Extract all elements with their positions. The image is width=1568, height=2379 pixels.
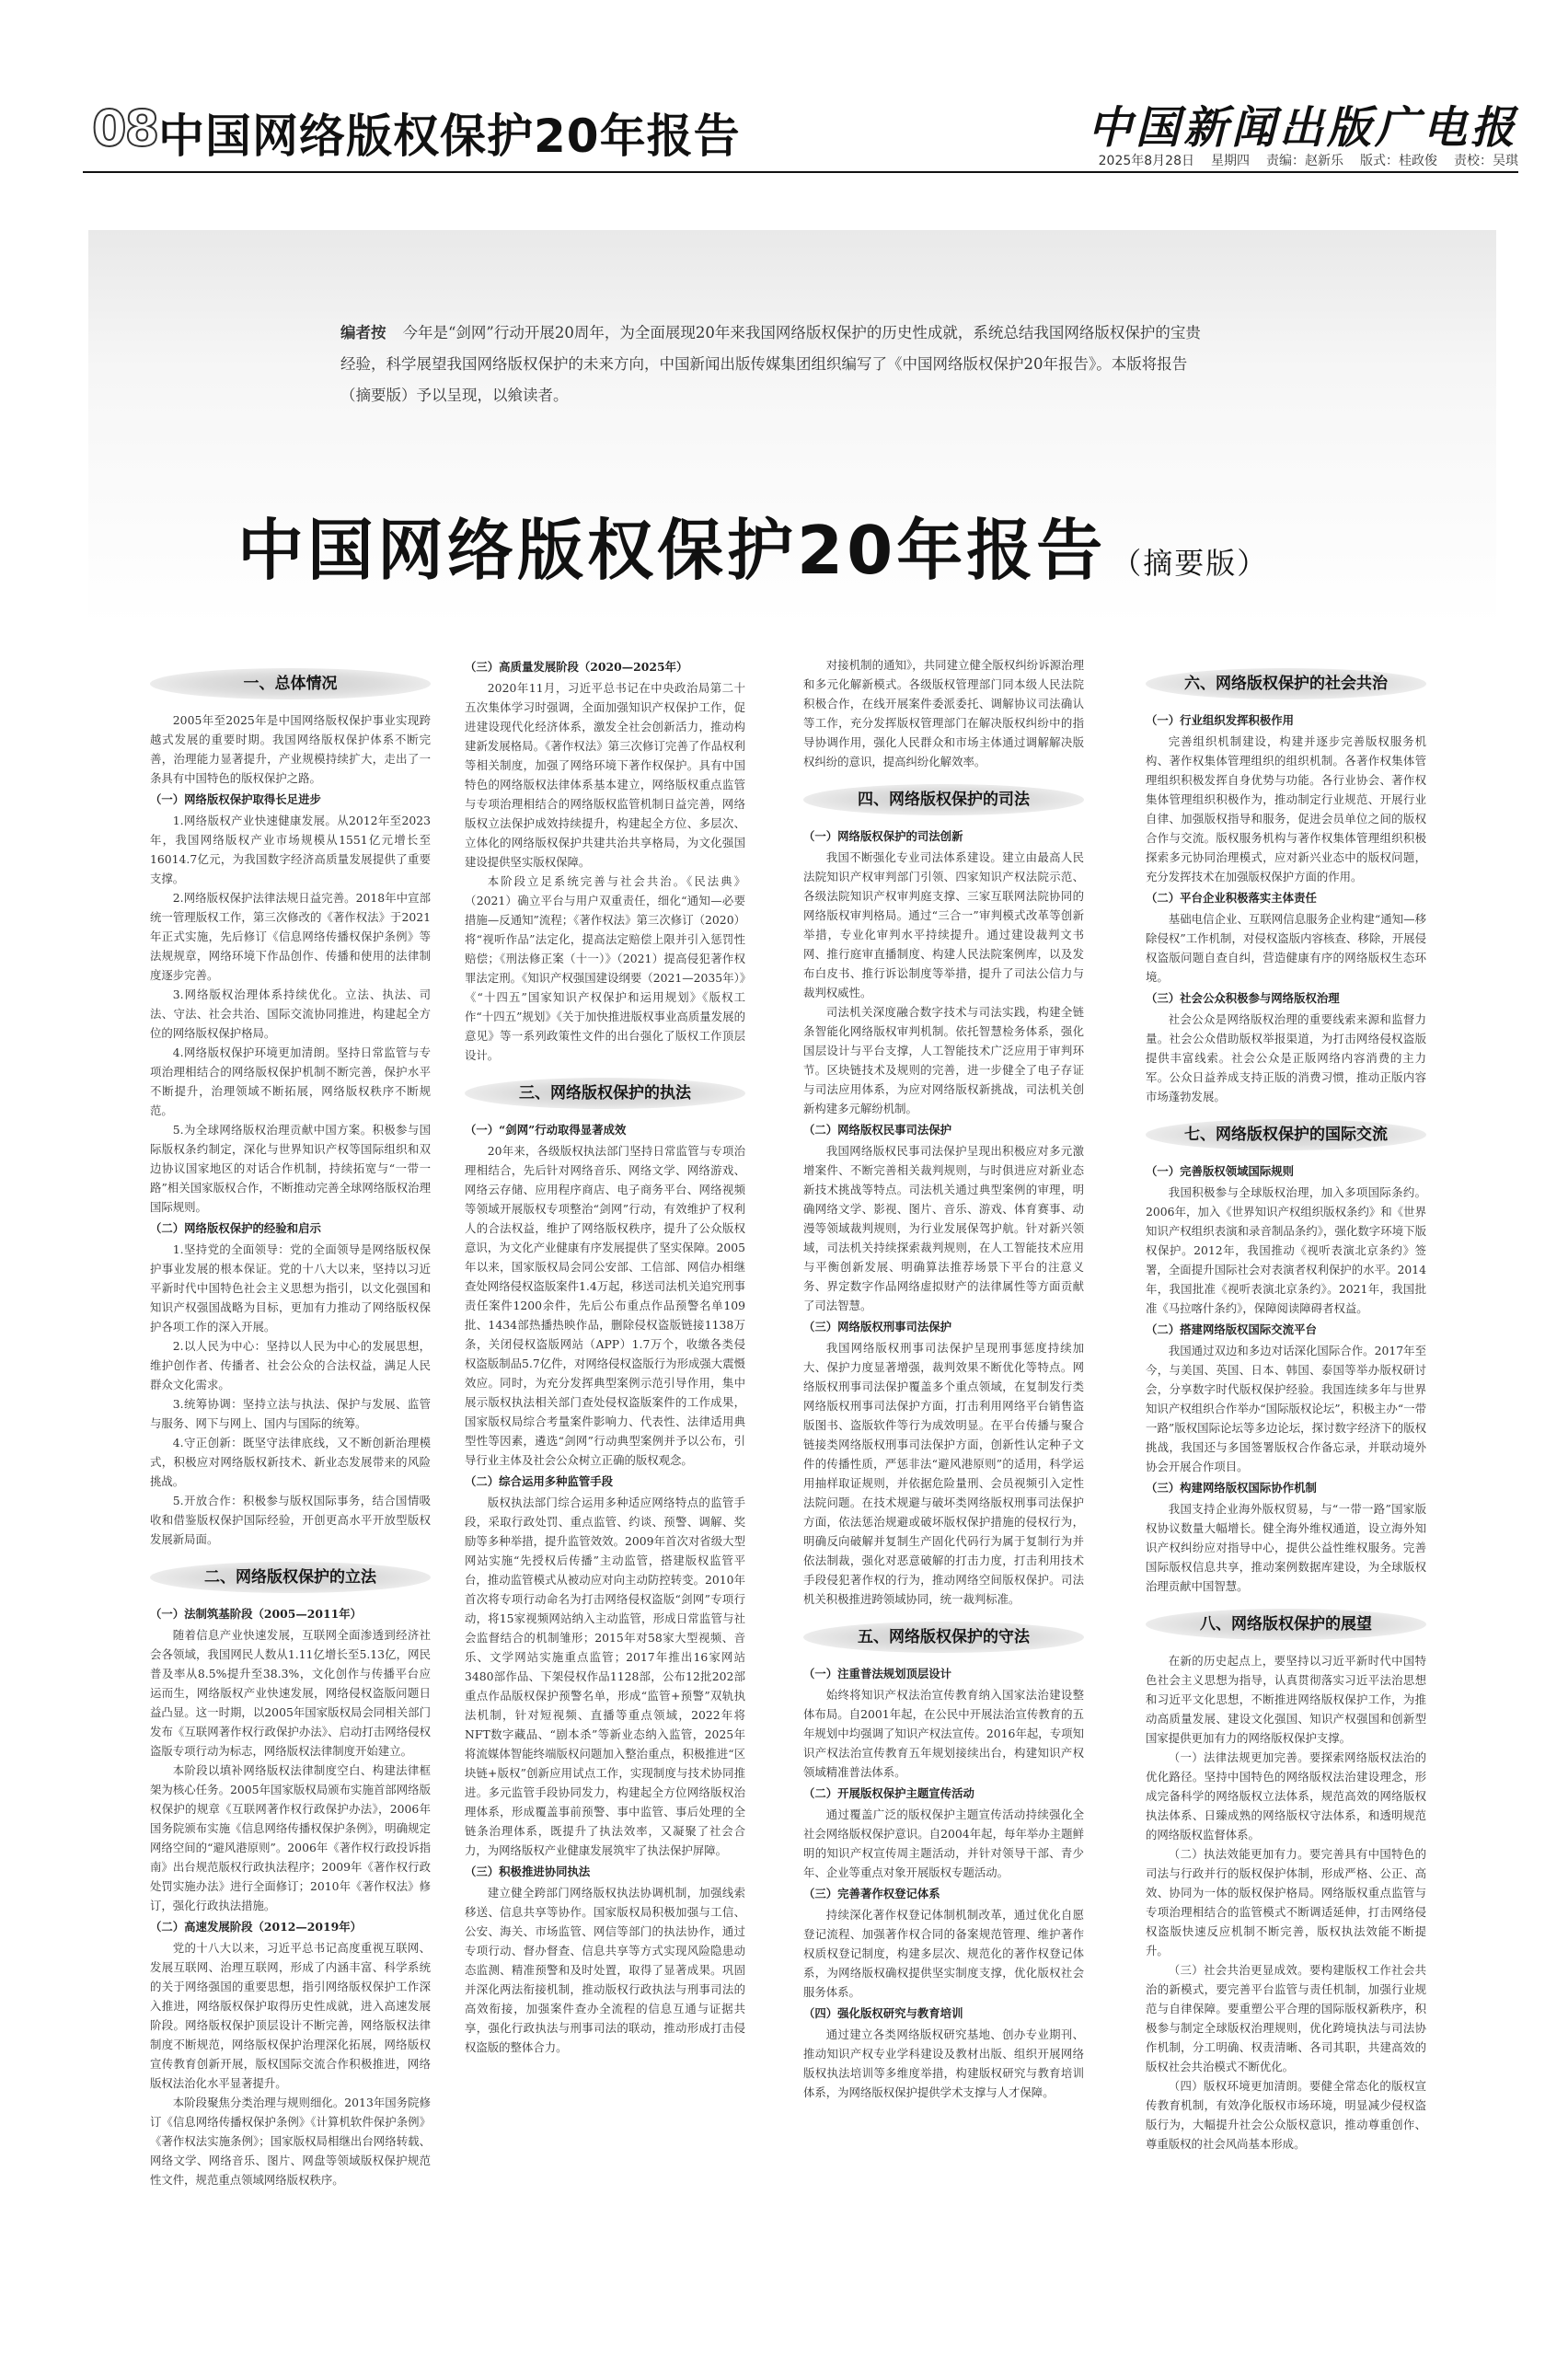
section-heading: 六、网络版权保护的社会共治	[1146, 668, 1426, 699]
paragraph: 我国网络版权民事司法保护呈现出积极应对多元激增案件、不断完善相关裁判规则，与时俱进应对新业态新技术挑战等特点。司法机关通过典型案例的审理，明确网络文学、影视、图片、音乐、游戏、体育赛事、动漫等领域裁判规则，为行业发展保驾护航。针对新兴领域，司法机关持续探索裁判规则，在人工智能技术应用与平衡创新发展、明确算法推荐场景下平台的注意义务、界定数字作品网络虚拟财产的法律属性等方面贡献了司法智慧。	[803, 1144, 1084, 1312]
paragraph: 随着信息产业快速发展，互联网全面渗透到经济社会各领域，我国网民人数从1.11亿增长至5.13亿，网民普及率从8.5%提升至38.3%，文化创作与传播平台应运而生，网络版权产业快速发展，网络侵权盗版问题日益凸显。这一时期，以2005年国家版权局会同相关部门发布《互联网著作权行政保护办法》、启动打击网络侵权盗版专项行动为标志，网络版权法律制度开始建立。	[150, 1628, 431, 1758]
editor-note-text: 今年是“剑网”行动开展20周年，为全面展现20年来我国网络版权保护的历史性成就，系统总结我国网络版权保护的宝贵经验，科学展望我国网络版权保护的未来方向，中国新闻出版传媒集团组织编写了《中国网络版权保护20年报告》。本版将报告（摘要版）予以呈现，以飨读者。	[340, 324, 1201, 404]
section-heading: 八、网络版权保护的展望	[1146, 1609, 1426, 1640]
article-column-4	[1146, 655, 1426, 2154]
subheading: （三）网络版权刑事司法保护	[803, 1320, 952, 1334]
paragraph: 我国通过双边和多边对话深化国际合作。2017年至今，与美国、英国、日本、韩国、泰国等举办版权研讨会，分享数字时代版权保护经验。我国连续多年与世界知识产权组织合作举办“国际版权论坛”，积极主办“一带一路”版权国际论坛等多边论坛，探讨数字经济下的版权挑战，我国还与多国签署版权合作备忘录，并联动境外协会开展合作项目。	[1146, 1344, 1426, 1473]
subheading: （三）高质量发展阶段（2020—2025年）	[465, 660, 688, 674]
subheading: （一）注重普法规划顶层设计	[803, 1667, 952, 1680]
paragraph: 我国积极参与全球版权治理，加入多项国际条约。2006年，加入《世界知识产权组织版权条约》和《世界知识产权组织表演和录音制品条约》，强化数字环境下版权保护。2012年，我国推动《视听表演北京条约》签署，全面提升国际社会对表演者权利保护的水平。2014年，我国批准《视听表演北京条约》。2021年，我国批准《马拉喀什条约》，保障阅读障碍者权益。	[1146, 1185, 1426, 1315]
designer-credit: 版式：桂政俊	[1360, 154, 1437, 168]
section-heading: 一、总体情况	[150, 668, 431, 699]
paragraph: 在新的历史起点上，要坚持以习近平新时代中国特色社会主义思想为指导，认真贯彻落实习近平法治思想和习近平文化思想，不断推进网络版权保护工作，为推动高质量发展、建设文化强国、知识产权强国和创新型国家提供更加有力的网络版权保护支撑。	[1146, 1654, 1426, 1745]
page-header-title: 中国网络版权保护20年报告	[158, 110, 741, 163]
subheading: （二）网络版权保护的经验和启示	[150, 1221, 321, 1235]
article-column-3	[803, 655, 1084, 2102]
paragraph: 本阶段聚焦分类治理与规则细化。2013年国务院修订《信息网络传播权保护条例》《计算机软件保护条例》《著作权法实施条例》；国家版权局相继出台网络转载、网络文学、网络音乐、图片、网盘等领域版权保护规范性文件，规范重点领域网络版权秩序。	[150, 2096, 431, 2187]
paragraph: 对接机制的通知》，共同建立健全版权纠纷诉源治理和多元化解新模式。各级版权管理部门同本级人民法院积极合作，在线开展案件委派委托、调解协议司法确认等工作，充分发挥版权管理部门在解决版权纠纷中的指导协调作用，强化人民群众和市场主体通过调解解决版权纠纷的意识，提高纠纷化解效率。	[803, 658, 1084, 768]
paragraph: 司法机关深度融合数字技术与司法实践，构建全链条智能化网络版权审判机制。依托智慧检务体系，强化国层设计与平台支撑，人工智能技术广泛应用于审判环节。区块链技术及规则的完善，进一步健全了电子存证与司法应用体系，为应对网络版权新挑战，司法机关创新构建多元解纷机制。	[803, 1005, 1084, 1115]
subheading: （二）开展版权保护主题宣传活动	[803, 1786, 974, 1800]
issue-meta	[1099, 151, 1518, 169]
paragraph: 版权执法部门综合运用多种适应网络特点的监管手段，采取行政处罚、重点监管、约谈、预警、调解、奖励等多种举措，提升监管效效。2009年首次对省级大型网站实施“先授权后传播”主动监管，搭建版权监管平台，推动监管模式从被动应对向主动防控转变。2010年首次将专项行动命名为打击网络侵权盗版“剑网”专项行动，将15家视频网站纳入主动监管，形成日常监管与社会监督结合的机制雏形；2015年对58家大型视频、音乐、文学网站实施重点监管；2017年推出16家网站3480部作品、下架侵权作品1128部，公布12批202部重点作品版权保护预警名单，形成“监管+预警”双轨执法机制，针对短视频、直播等重点领域，2022年将NFT数字藏品、“剧本杀”等新业态纳入监管，2025年将流媒体智能终端版权问题加入整治重点，积极推进“区块链+版权”创新应用试点工作，实现制度与技术协同推进。多元监管手段协同发力，构建起全方位网络版权治理体系，形成覆盖事前预警、事中监管、事后处理的全链条治理体系，既提升了执法效率，又凝聚了社会合力，为网络版权产业健康发展筑牢了执法保护屏障。	[465, 1496, 745, 1857]
main-title-subtitle: （摘要版）	[1112, 546, 1269, 581]
section-heading: 三、网络版权保护的执法	[465, 1078, 745, 1109]
editor-note-label: 编者按	[340, 324, 386, 341]
subheading: （三）社会公众积极参与网络版权治理	[1146, 991, 1340, 1005]
paragraph: 我国网络版权刑事司法保护呈现刑事惩度持续加大、保护力度显著增强，裁判效果不断优化等特点。网络版权刑事司法保护覆盖多个重点领域，在复制发行类网络版权刑事司法保护方面，打击利用网络平台销售盗版图书、盗版软件等行为成效明显。在平台传播与聚合链接类网络版权刑事司法保护方面，创新性认定种子文件的传播性质，严惩非法“避风港原则”的适用，科学运用抽样取证规则，并依据危险量刑、会员视频引入定性法院问题。在技术规避与破坏类网络版权刑事司法保护方面，依法惩治规避或破坏版权保护措施的侵权行为，明确反向破解并复制生产固化代码行为属于复制行为并依法制裁，强化对恶意破解的打击力度，打击利用技术手段侵犯著作权的行为，推动网络空间版权保护。司法机关积极推进跨领域协同，统一裁判标准。	[803, 1341, 1084, 1606]
paragraph: 4.守正创新：既坚守法律底线，又不断创新治理模式，积极应对网络版权新技术、新业态发展带来的风险挑战。	[150, 1436, 431, 1488]
paragraph: 2005年至2025年是中国网络版权保护事业实现跨越式发展的重要时期。我国网络版权保护体系不断完善，治理能力显著提升，产业规模持续扩大，走出了一条具有中国特色的版权保护之路。	[150, 713, 431, 785]
subheading: （二）搭建网络版权国际交流平台	[1146, 1322, 1317, 1336]
article-column-2	[465, 655, 745, 2057]
paragraph: 党的十八大以来，习近平总书记高度重视互联网、发展互联网、治理互联网，形成了内涵丰富、科学系统的关于网络强国的重要思想，指引网络版权保护工作深入推进，网络版权保护取得历史性成就，进入高速发展阶段。网络版权保护顶层设计不断完善，网络版权法律制度不断规范，网络版权保护治理深化拓展，网络版权宣传教育创新开展，版权国际交流合作积极推进，网络版权法治化水平显著提升。	[150, 1941, 431, 2090]
section-heading: 二、网络版权保护的立法	[150, 1562, 431, 1593]
subheading: （一）网络版权保护的司法创新	[803, 829, 963, 843]
page-number: 08	[92, 99, 158, 157]
paragraph: 持续深化著作权登记体制机制改革，通过优化自愿登记流程、加强著作权合同的备案规范管理、维护著作权质权登记制度，构建多层次、规范化的著作权登记体系，为网络版权确权提供坚实制度支撑，优化版权社会服务体系。	[803, 1908, 1084, 1999]
subheading: （二）综合运用多种监管手段	[465, 1474, 614, 1488]
paragraph: 通过覆盖广泛的版权保护主题宣传活动持续强化全社会网络版权保护意识。自2004年起，每年举办主题鲜明的知识产权宣传周主题活动，并针对领导干部、青少年、企业等重点对象开展版权专题活动。	[803, 1807, 1084, 1879]
main-title	[237, 497, 1268, 593]
section-heading: 七、网络版权保护的国际交流	[1146, 1119, 1426, 1150]
paragraph: 2020年11月，习近平总书记在中央政治局第二十五次集体学习时强调，全面加强知识产权保护工作，促进建设现代化经济体系，激发全社会创新活力，推动构建新发展格局。《著作权法》第三次修订完善了作品权利等相关制度，加强了网络环境下著作权保护。具有中国特色的网络版权法律体系基本建立，网络版权重点监管与专项治理相结合的网络版权监管机制日益完善，网络版权立法保护成效持续提升，构建起全方位、多层次、立体化的网络版权保护共建共治共享格局，为文化强国建设提供坚实版权保障。	[465, 681, 745, 869]
subheading: （一）行业组织发挥积极作用	[1146, 713, 1295, 727]
editor-credit: 责编：赵新乐	[1266, 154, 1343, 168]
newspaper-masthead: 中国新闻出版广电报	[1087, 102, 1518, 154]
page-header	[83, 92, 1518, 166]
paragraph: 5.为全球网络版权治理贡献中国方案。积极参与国际版权条约制定，深化与世界知识产权等国际组织和双边协议国家地区的对话合作机制，持续拓宽与“一带一路”相关国家版权合作，不断推动完善全球网络版权治理国际规则。	[150, 1123, 431, 1214]
paragraph: （一）法律法规更加完善。要探索网络版权法治的优化路径。坚持中国特色的网络版权法治建设理念，形成完备科学的网络版权立法体系，规范高效的网络版权执法体系、日臻成熟的网络版权守法体系，和透明规范的网络版权监督体系。	[1146, 1750, 1426, 1842]
paragraph: 通过建立各类网络版权研究基地、创办专业期刊、推动知识产权专业学科建设及教材出版、组织开展网络版权执法培训等多维度举措，构建版权研究与教育培训体系，为网络版权保护提供学术支撑与人才保障。	[803, 2027, 1084, 2099]
paragraph: 1.坚持党的全面领导：党的全面领导是网络版权保护事业发展的根本保证。党的十八大以来，坚持以习近平新时代中国特色社会主义思想为指引，以文化强国和知识产权强国战略为目标，更加有力推动了网络版权保护各项工作的深入开展。	[150, 1242, 431, 1334]
subheading: （四）强化版权研究与教育培训	[803, 2006, 963, 2020]
paragraph: （二）执法效能更加有力。要完善具有中国特色的司法与行政并行的版权保护体制，形成严格、公正、高效、协同为一体的版权保护格局。网络版权重点监管与专项治理相结合的监管模式不断调适延伸，打击网络侵权盗版快速反应机制不断完善，版权执法效能不断提升。	[1146, 1847, 1426, 1957]
paragraph: 本阶段以填补网络版权法律制度空白、构建法律框架为核心任务。2005年国家版权局颁布实施首部网络版权保护的规章《互联网著作权行政保护办法》，2006年国务院颁布实施《信息网络传播权保护条例》，明确规定网络空间的“避风港原则”。2006年《著作权行政投诉指南》出台规范版权行政执法程序；2009年《著作权行政处罚实施办法》进行全面修订；2010年《著作权法》修订，强化行政执法措施。	[150, 1763, 431, 1912]
subheading: （一）网络版权保护取得长足进步	[150, 792, 321, 806]
editor-note	[340, 318, 1215, 411]
subheading: （一）完善版权领域国际规则	[1146, 1164, 1295, 1178]
header-divider	[83, 171, 1518, 173]
proofreader-credit: 责校：吴琪	[1454, 154, 1518, 168]
paragraph: 3.统筹协调：坚持立法与执法、保护与发展、监管与服务、网下与网上、国内与国际的统筹。	[150, 1397, 431, 1430]
paragraph: 4.网络版权保护环境更加清朗。坚持日常监管与专项治理相结合的网络版权保护机制不断完善，保护水平不断提升，治理领域不断拓展，网络版权秩序不断规范。	[150, 1045, 431, 1117]
section-heading: 四、网络版权保护的司法	[803, 784, 1084, 815]
subheading: （三）积极推进协同执法	[465, 1865, 591, 1878]
paragraph: 始终将知识产权法治宣传教育纳入国家法治建设整体布局。自2001年起，在公民中开展法治宣传教育的五年规划中均强调了知识产权法宣传。2016年起，专项知识产权法治宣传教育五年规划接续出台，构建知识产权领域精准普法体系。	[803, 1688, 1084, 1779]
article-column-1	[150, 655, 431, 2189]
subheading: （二）高速发展阶段（2012—2019年）	[150, 1920, 363, 1934]
paragraph: 20年来，各级版权执法部门坚持日常监管与专项治理相结合，先后针对网络音乐、网络文学、网络游戏、网络云存储、应用程序商店、电子商务平台、网络视频等领域开展版权专项整治“剑网”行动，有效维护了权利人的合法权益，维护了网络版权秩序，提升了公众版权意识，为文化产业健康有序发展提供了坚实保障。2005年以来，国家版权局会同公安部、工信部、网信办相继查处网络侵权盗版案件1.4万起，移送司法机关追究刑事责任案件1200余件，先后公布重点作品预警名单109批、1434部热播热映作品，删除侵权盗版链接1138万条，关闭侵权盗版网站（APP）1.7万个，收缴各类侵权盗版制品5.7亿件，对网络侵权盗版行为形成强大震慑效应。同时，为充分发挥典型案例示范引导作用，集中展示版权执法相关部门查处侵权盗版案件的工作成果，国家版权局综合考量案件影响力、代表性、法律适用典型性等因素，遴选“剑网”行动典型案例并予以公布，引导行业主体及社会公众树立正确的版权观念。	[465, 1144, 745, 1467]
subheading: （一）“剑网”行动取得显著成效	[465, 1123, 627, 1137]
paragraph: 1.网络版权产业快速健康发展。从2012年至2023年，我国网络版权产业市场规模从1551亿元增长至16014.7亿元，为我国数字经济高质量发展提供了重要支撑。	[150, 814, 431, 885]
paragraph: 2.以人民为中心：坚持以人民为中心的发展思想，维护创作者、传播者、社会公众的合法权益，满足人民群众文化需求。	[150, 1339, 431, 1392]
paragraph: 基础电信企业、互联网信息服务企业构建“通知—移除侵权”工作机制，对侵权盗版内容核查、移除，开展侵权盗版问题自查自纠，营造健康有序的网络版权生态环境。	[1146, 912, 1426, 984]
subheading: （二）网络版权民事司法保护	[803, 1123, 952, 1137]
paragraph: 2.网络版权保护法律法规日益完善。2018年中宣部统一管理版权工作，第三次修改的《著作权法》于2021年正式实施，先后修订《信息网络传播权保护条例》等法规规章，网络环境下作品创作、传播和使用的法律制度逐步完善。	[150, 891, 431, 982]
paragraph: 社会公众是网络版权治理的重要线索来源和监督力量。社会公众借助版权举报渠道，为打击网络侵权盗版提供丰富线索。社会公众是正版网络内容消费的主力军。公众日益养成支持正版的消费习惯，推动正版内容市场蓬勃发展。	[1146, 1012, 1426, 1103]
subheading: （三）完善著作权登记体系	[803, 1887, 940, 1900]
issue-date: 2025年8月28日	[1098, 154, 1194, 168]
paragraph: 我国支持企业海外版权贸易，与“一带一路”国家版权协议数量大幅增长。健全海外维权通道，设立海外知识产权纠纷应对指导中心，提供公益性维权服务。完善国际版权信息共享，推动案例数据库建设，为全球版权治理贡献中国智慧。	[1146, 1502, 1426, 1593]
section-heading: 五、网络版权保护的守法	[803, 1622, 1084, 1653]
paragraph: （三）社会共治更显成效。要构建版权工作社会共治的新模式，要完善平台监管与责任机制，加强行业规范与自律保障。要重塑公平合理的国际版权新秩序，积极参与制定全球版权治理规则，优化跨境执法与司法协作机制，分工明确、权责清晰、各司其职，共建高效的版权社会共治模式不断优化。	[1146, 1963, 1426, 2073]
issue-weekday: 星期四	[1211, 154, 1250, 168]
paragraph: （四）版权环境更加清朗。要健全常态化的版权宣传教育机制，有效净化版权市场环境，明显减少侵权盗版行为，大幅提升社会公众版权意识，推动尊重创作、尊重版权的社会风尚基本形成。	[1146, 2079, 1426, 2151]
main-title-text: 中国网络版权保护20年报告	[237, 512, 1107, 589]
subheading: （二）平台企业积极落实主体责任	[1146, 891, 1317, 905]
paragraph: 本阶段立足系统完善与社会共治。《民法典》（2021）确立平台与用户双重责任，细化“通知—必要措施—反通知”流程；《著作权法》第三次修订（2020）将“视听作品”法定化，提高法定赔偿上限并引入惩罚性赔偿；《刑法修正案（十一）》（2021）提高侵犯著作权罪法定刑。《知识产权强国建设纲要（2021—2035年）》《“十四五”国家知识产权保护和运用规划》《版权工作“十四五”规划》《关于加快推进版权事业高质量发展的意见》等一系列政策性文件的出台强化了版权工作顶层设计。	[465, 874, 745, 1062]
subheading: （三）构建网络版权国际协作机制	[1146, 1481, 1317, 1495]
paragraph: 我国不断强化专业司法体系建设。建立由最高人民法院知识产权审判部门引领、四家知识产权法院示范、各级法院知识产权审判庭支撑、三家互联网法院协同的网络版权审判格局。通过“三合一”审判模式改革等创新举措，专业化审判水平持续提升。通过建设裁判文书网、推行庭审直播制度、构建人民法院案例库，以及发布白皮书、推行诉讼制度等举措，提升了司法公信力与裁判权威性。	[803, 850, 1084, 999]
paragraph: 完善组织机制建设，构建并逐步完善版权服务机构、著作权集体管理组织的组织机制。各著作权集体管理组织积极发挥自身优势与功能。各行业协会、著作权集体管理组织积极作为，推动制定行业规范、开展行业自律、加强版权指导和服务，促进会员单位之间的版权合作与交流。版权服务机构与著作权集体管理组织积极探索多元协同治理模式，应对新兴业态中的版权问题，充分发挥技术在加强版权保护方面的作用。	[1146, 734, 1426, 883]
paragraph: 3.网络版权治理体系持续优化。立法、执法、司法、守法、社会共治、国际交流协同推进，构建起全方位的网络版权保护格局。	[150, 987, 431, 1040]
paragraph: 5.开放合作：积极参与版权国际事务，结合国情吸收和借鉴版权保护国际经验，开创更高水平开放型版权发展新局面。	[150, 1494, 431, 1546]
paragraph: 建立健全跨部门网络版权执法协调机制，加强线索移送、信息共享等协作。国家版权局积极加强与工信、公安、海关、市场监管、网信等部门的执法协作，通过专项行动、督办督查、信息共享等方式实现风险隐患动态监测、精准预警和及时处置，取得了显著成果。巩固并深化两法衔接机制，推动版权行政执法与刑事司法的高效衔接，加强案件查办全流程的信息互通与证据共享，强化行政执法与刑事司法的联动，推动形成打击侵权盗版的整体合力。	[465, 1886, 745, 2054]
subheading: （一）法制筑基阶段（2005—2011年）	[150, 1607, 363, 1621]
